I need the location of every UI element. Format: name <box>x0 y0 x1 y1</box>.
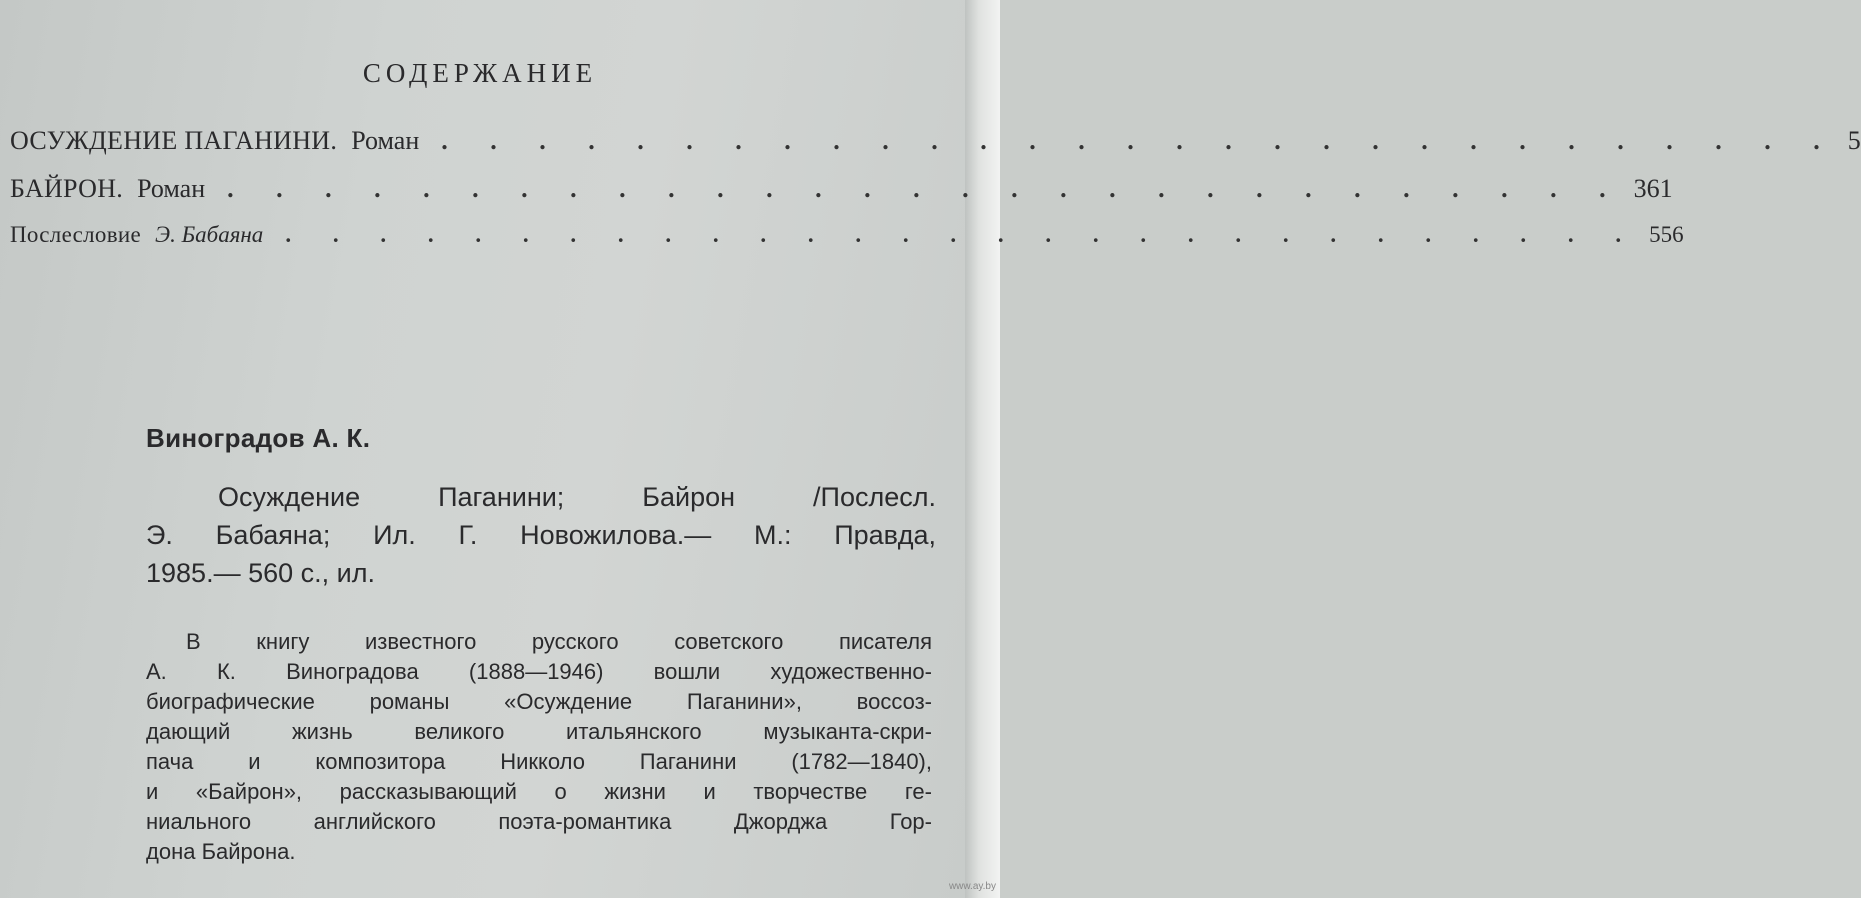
catalog-bibliographic-record <box>146 478 936 592</box>
table-of-contents <box>10 126 1861 270</box>
toc-leader-dots: . . . . . . . . . . . . . . . . . . . . . . . . . . . . . <box>441 126 1838 155</box>
toc-leader-dots: . . . . . . . . . . . . . . . . . . . . . . . . . . . . . <box>227 174 1624 203</box>
annotation-line: В книгу известного русского советского писателя <box>186 629 932 654</box>
toc-leader-dots: . . . . . . . . . . . . . . . . . . . . . . . . . . . . . <box>285 222 1640 247</box>
annotation-line: пача и композитора Никколо Паганини (1782—1840), <box>146 749 932 774</box>
annotation-line: биографические романы «Осуждение Паганини», воссоз- <box>146 689 932 714</box>
site-watermark: www.ay.by <box>948 881 996 892</box>
toc-entry-title: ОСУЖДЕНИЕ ПАГАНИНИ. <box>10 126 338 155</box>
biblio-line: Осуждение Паганини; Байрон /Послесл. <box>218 482 936 512</box>
toc-page-number: 5 <box>1847 126 1861 155</box>
toc-entry-title: БАЙРОН. <box>10 174 124 203</box>
toc-page-number: 361 <box>1633 174 1673 203</box>
annotation-line: дающий жизнь великого итальянского музыканта-скри- <box>146 719 932 744</box>
toc-page-number: 556 <box>1649 222 1684 247</box>
toc-entry-paganini <box>10 126 1861 174</box>
toc-entry-title: Послесловие <box>10 222 142 247</box>
toc-entry-afterword <box>10 222 1684 270</box>
toc-entry-subtitle: Роман <box>137 174 206 203</box>
toc-entry-subtitle: Роман <box>351 126 420 155</box>
annotation-line: ниального английского поэта-романтика Джорджа Гор- <box>146 809 932 834</box>
toc-entry-author: Э. Бабаяна <box>155 222 264 247</box>
annotation-line: и «Байрон», рассказывающий о жизни и творчестве ге- <box>146 779 932 804</box>
annotation-line: дона Байрона. <box>146 839 296 864</box>
biblio-line: 1985.— 560 с., ил. <box>146 558 375 588</box>
toc-entry-subtitle <box>155 222 263 248</box>
catalog-author: Виноградов А. К. <box>146 423 371 453</box>
annotation-line: А. К. Виноградова (1888—1946) вошли художественно- <box>146 659 932 684</box>
catalog-annotation <box>146 627 932 867</box>
biblio-line: Э. Бабаяна; Ил. Г. Новожилова.— М.: Правда, <box>146 520 936 550</box>
contents-heading: СОДЕРЖАНИЕ <box>362 58 598 88</box>
toc-entry-byron <box>10 174 1673 222</box>
